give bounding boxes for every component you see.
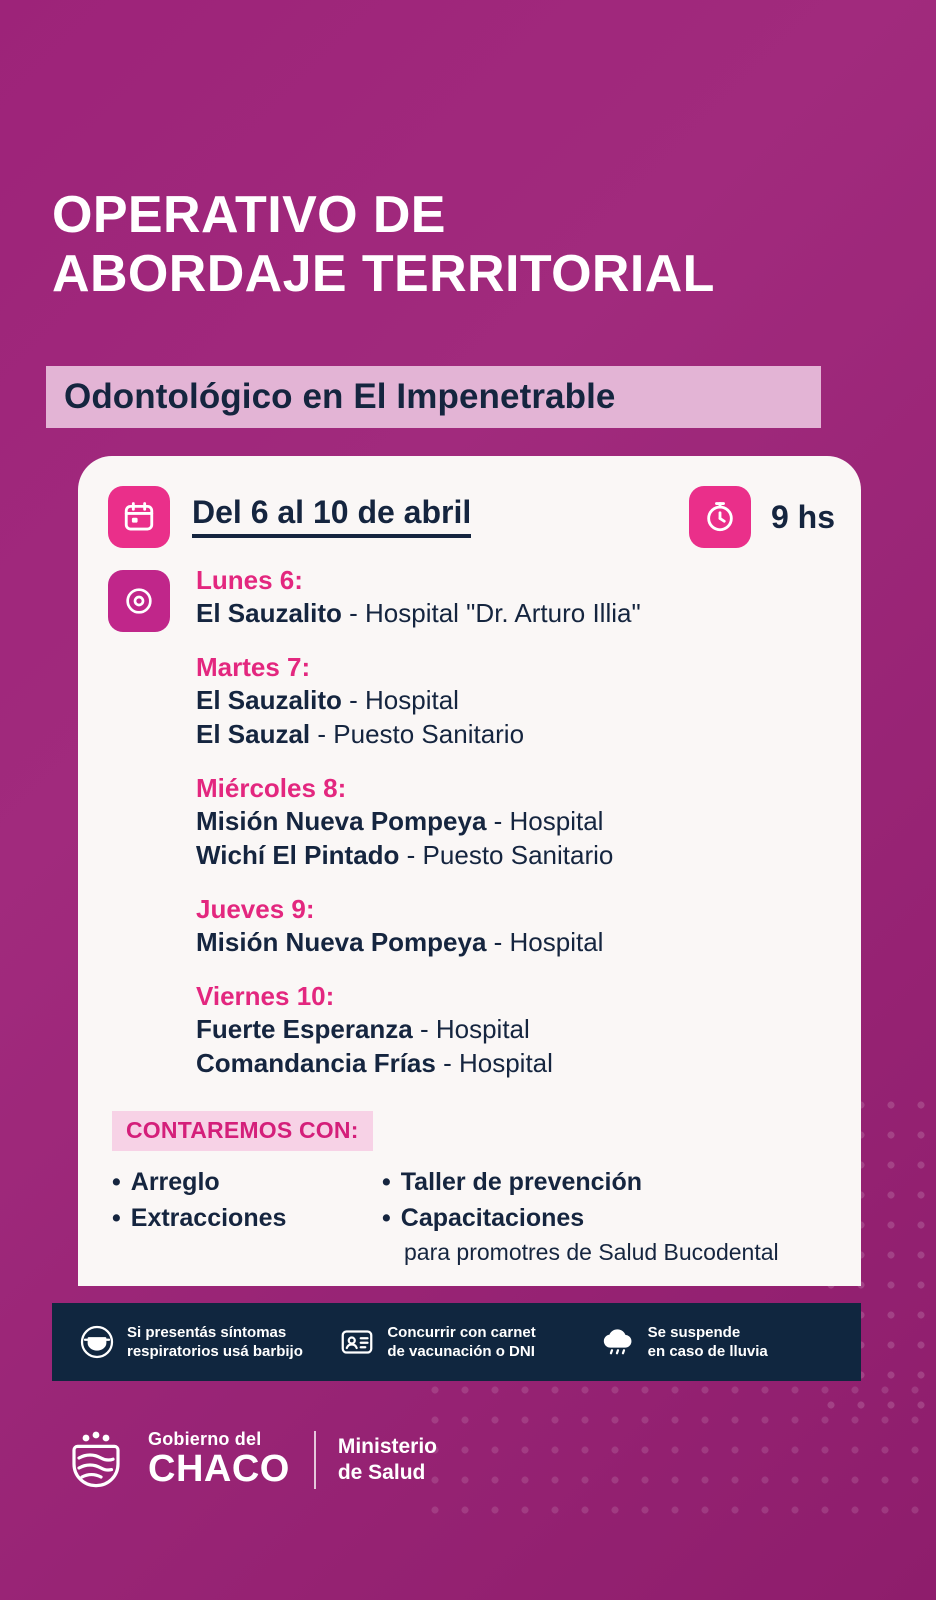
clock-icon xyxy=(689,486,751,548)
calendar-icon xyxy=(108,486,170,548)
day-place xyxy=(196,839,831,873)
service-item xyxy=(382,1201,822,1236)
ministry-line1: Ministerio xyxy=(337,1434,438,1458)
day-label: Miércoles 8: xyxy=(196,772,347,803)
place-detail: - Puesto Sanitario xyxy=(310,719,525,750)
day-place xyxy=(196,718,831,752)
chaco-logo-icon xyxy=(60,1424,132,1496)
place-detail: - Puesto Sanitario xyxy=(399,839,614,870)
poster-title-line2: ABORDAJE TERRITORIAL xyxy=(52,244,715,303)
schedule-day xyxy=(196,564,831,631)
day-place xyxy=(196,597,831,631)
place-name: Fuerte Esperanza xyxy=(196,1014,413,1045)
place-detail: - Hospital "Dr. Arturo Illia" xyxy=(341,598,641,629)
schedule-day xyxy=(196,772,831,873)
date-range: Del 6 al 10 de abril xyxy=(192,496,471,538)
schedule-day xyxy=(196,651,831,752)
place-detail: - Hospital xyxy=(435,1047,553,1078)
schedule-section xyxy=(78,564,861,1081)
date-time-row xyxy=(78,486,861,548)
footer-note-text xyxy=(387,1323,535,1362)
service-label: Arreglo xyxy=(130,1167,220,1196)
services-heading: CONTAREMOS CON: xyxy=(112,1111,373,1151)
schedule-day xyxy=(196,980,831,1081)
service-sublabel: para promotres de Salud Bucodental xyxy=(404,1238,779,1265)
footer-note-line1: Concurrir con carnet xyxy=(387,1323,536,1341)
id-card-icon xyxy=(338,1323,376,1361)
bullet-dot-icon: • xyxy=(382,1204,391,1233)
schedule-days xyxy=(196,564,831,1081)
rain-cloud-icon xyxy=(599,1323,637,1361)
service-item xyxy=(382,1165,822,1200)
time-value: 9 hs xyxy=(770,498,835,535)
day-label: Lunes 6: xyxy=(196,565,303,595)
service-label: Capacitaciones xyxy=(400,1204,585,1233)
day-place xyxy=(196,1047,831,1081)
logo-divider xyxy=(314,1431,316,1489)
bullet-dot-icon: • xyxy=(112,1204,121,1233)
footer-note-line2: de vacunación o DNI xyxy=(387,1343,535,1360)
services-list xyxy=(112,1165,861,1268)
place-name: El Sauzalito xyxy=(196,598,342,629)
day-place xyxy=(196,1013,831,1047)
logo-small-text: Gobierno del xyxy=(148,1429,262,1450)
decorative-dots-bottom xyxy=(420,1375,936,1525)
services-column-right xyxy=(382,1165,822,1268)
place-name: Misión Nueva Pompeya xyxy=(196,806,487,837)
footer-note-line1: Se suspende xyxy=(647,1323,741,1341)
government-logo xyxy=(60,1424,437,1496)
ministry-name xyxy=(338,1434,437,1487)
day-label: Viernes 10: xyxy=(196,980,335,1011)
footer-note-line2: respiratorios usá barbijo xyxy=(127,1343,303,1360)
place-name: Wichí El Pintado xyxy=(196,839,400,870)
service-item xyxy=(112,1165,360,1200)
place-detail: - Hospital xyxy=(486,806,604,837)
info-card xyxy=(78,456,861,1286)
service-item xyxy=(112,1201,360,1236)
day-label: Jueves 9: xyxy=(196,893,315,924)
schedule-day xyxy=(196,893,831,960)
footer-notes xyxy=(52,1303,861,1381)
place-name: Misión Nueva Pompeya xyxy=(196,927,487,958)
poster-subtitle: Odontológico en El Impenetrable xyxy=(64,377,616,416)
service-label: Taller de prevención xyxy=(400,1167,643,1196)
footer-note-text xyxy=(127,1323,303,1362)
place-detail: - Hospital xyxy=(412,1014,530,1045)
place-detail: - Hospital xyxy=(486,927,604,958)
poster-subtitle-band xyxy=(46,366,821,428)
service-label: Extracciones xyxy=(130,1204,287,1233)
day-place xyxy=(196,684,831,718)
footer-note-line1: Si presentás síntomas xyxy=(127,1323,287,1341)
place-name: El Sauzalito xyxy=(196,685,342,716)
bullet-dot-icon: • xyxy=(112,1167,121,1196)
logo-big-text: CHACO xyxy=(148,1447,290,1490)
services-column-left xyxy=(112,1165,360,1268)
place-detail: - Hospital xyxy=(341,685,459,716)
bullet-dot-icon: • xyxy=(382,1167,391,1196)
day-place xyxy=(196,805,831,839)
day-place xyxy=(196,926,831,960)
place-name: Comandancia Frías xyxy=(196,1047,436,1078)
footer-note-text xyxy=(648,1323,768,1362)
footer-note xyxy=(326,1323,586,1362)
footer-note xyxy=(587,1323,847,1362)
footer-note xyxy=(66,1323,326,1362)
footer-note-line2: en caso de lluvia xyxy=(647,1343,768,1360)
ministry-line2: de Salud xyxy=(337,1461,426,1484)
poster-title xyxy=(52,186,882,304)
day-label: Martes 7: xyxy=(196,652,311,683)
place-name: El Sauzal xyxy=(196,719,311,750)
face-mask-icon xyxy=(78,1323,116,1361)
map-pin-icon xyxy=(108,570,170,632)
poster-title-line1: OPERATIVO DE xyxy=(52,186,446,244)
logo-wordmark xyxy=(148,1430,290,1490)
